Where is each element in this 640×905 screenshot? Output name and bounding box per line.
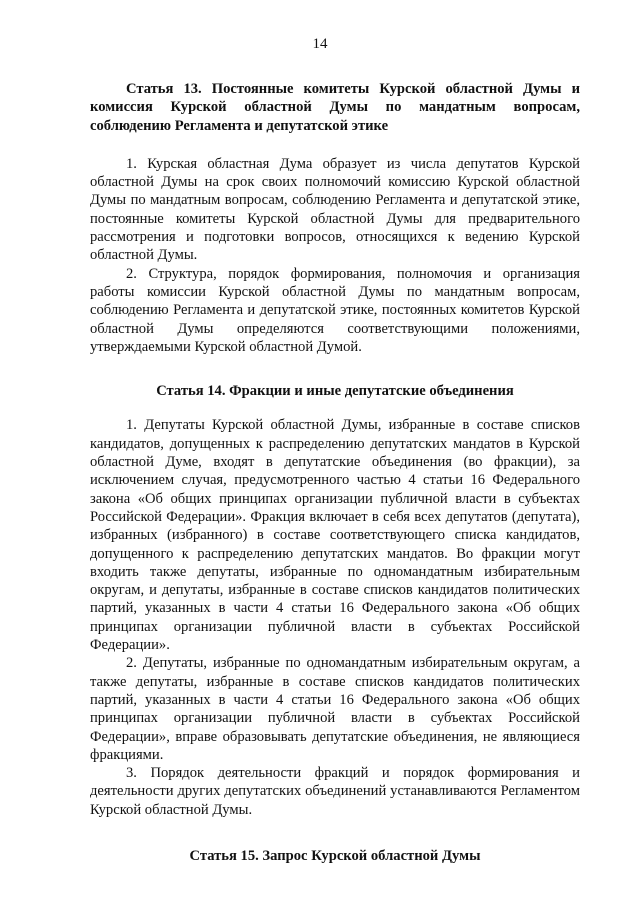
document-body — [90, 80, 580, 865]
article-15-heading: Статья 15. Запрос Курской областной Думы — [189, 847, 481, 864]
article-13-heading: Статья 13. Постоянные комитеты Курской областной Думы и комиссия Курской областной Думы по мандатным вопросам, соблюдению Регламента и депутатской этике — [90, 81, 580, 134]
article-14-heading: Статья 14. Фракции и иные депутатские объединения — [156, 383, 514, 400]
article-14-paragraph-3: 3. Порядок деятельности фракций и порядок формирования и деятельности других депутатских объединений устанавливаются Регламентом Курской областной Думы. — [90, 765, 580, 818]
article-13-paragraph-2: 2. Структура, порядок формирования, полномочия и организация работы комиссии Курской областной Думы по мандатным вопросам, соблюдению Регламента и депутатской этике, постоянных комитетов Курской областной Думы определяются соответствующими положениями, утверждаемыми Курской областной Думой. — [90, 265, 580, 355]
article-14-paragraph-2: 2. Депутаты, избранные по одномандатным избирательным округам, а также депутаты, избранные в составе списков кандидатов политических партий, указанных в части 4 статьи 16 Федерального закона «Об общих принципах организации публичной власти в субъектах Российской Федерации», вправе образовывать депутатские объединения, не являющиеся фракциями. — [90, 655, 580, 763]
article-13-paragraph-1: 1. Курская областная Дума образует из числа депутатов Курской областной Думы на срок своих полномочий комиссию Курской областной Думы по мандатным вопросам, соблюдению Регламента и депутатской этике, постоянные комитеты Курской областной Думы для предварительного рассмотрения и подготовки вопросов, относящихся к ведению Курской областной Думы. — [90, 155, 580, 264]
page-number: 14 — [312, 36, 328, 52]
article-14-paragraph-1: 1. Депутаты Курской областной Думы, избранные в составе списков кандидатов, допущенных к распределению депутатских мандатов в Курской областной Думе, входят в депутатские объединения (во фракции), за исключением случая, предусмотренного частью 4 статьи 16 Федерального закона «Об общих принципах организации публичной власти в субъектах Российской Федерации». Фракция включает в себя всех депутатов (депутата), избранных (избранного) в составе соответствующего списка кандидатов, допущенного к распределению депутатских мандатов. Во фракции могут входить также депутаты, избранные по одномандатным избирательным округам, и депутаты, избранные в составе списков кандидатов политических партий, указанных в части 4 статьи 16 Федерального закона «Об общих принципах организации публичной власти в субъектах Российской Федерации». — [90, 417, 580, 654]
